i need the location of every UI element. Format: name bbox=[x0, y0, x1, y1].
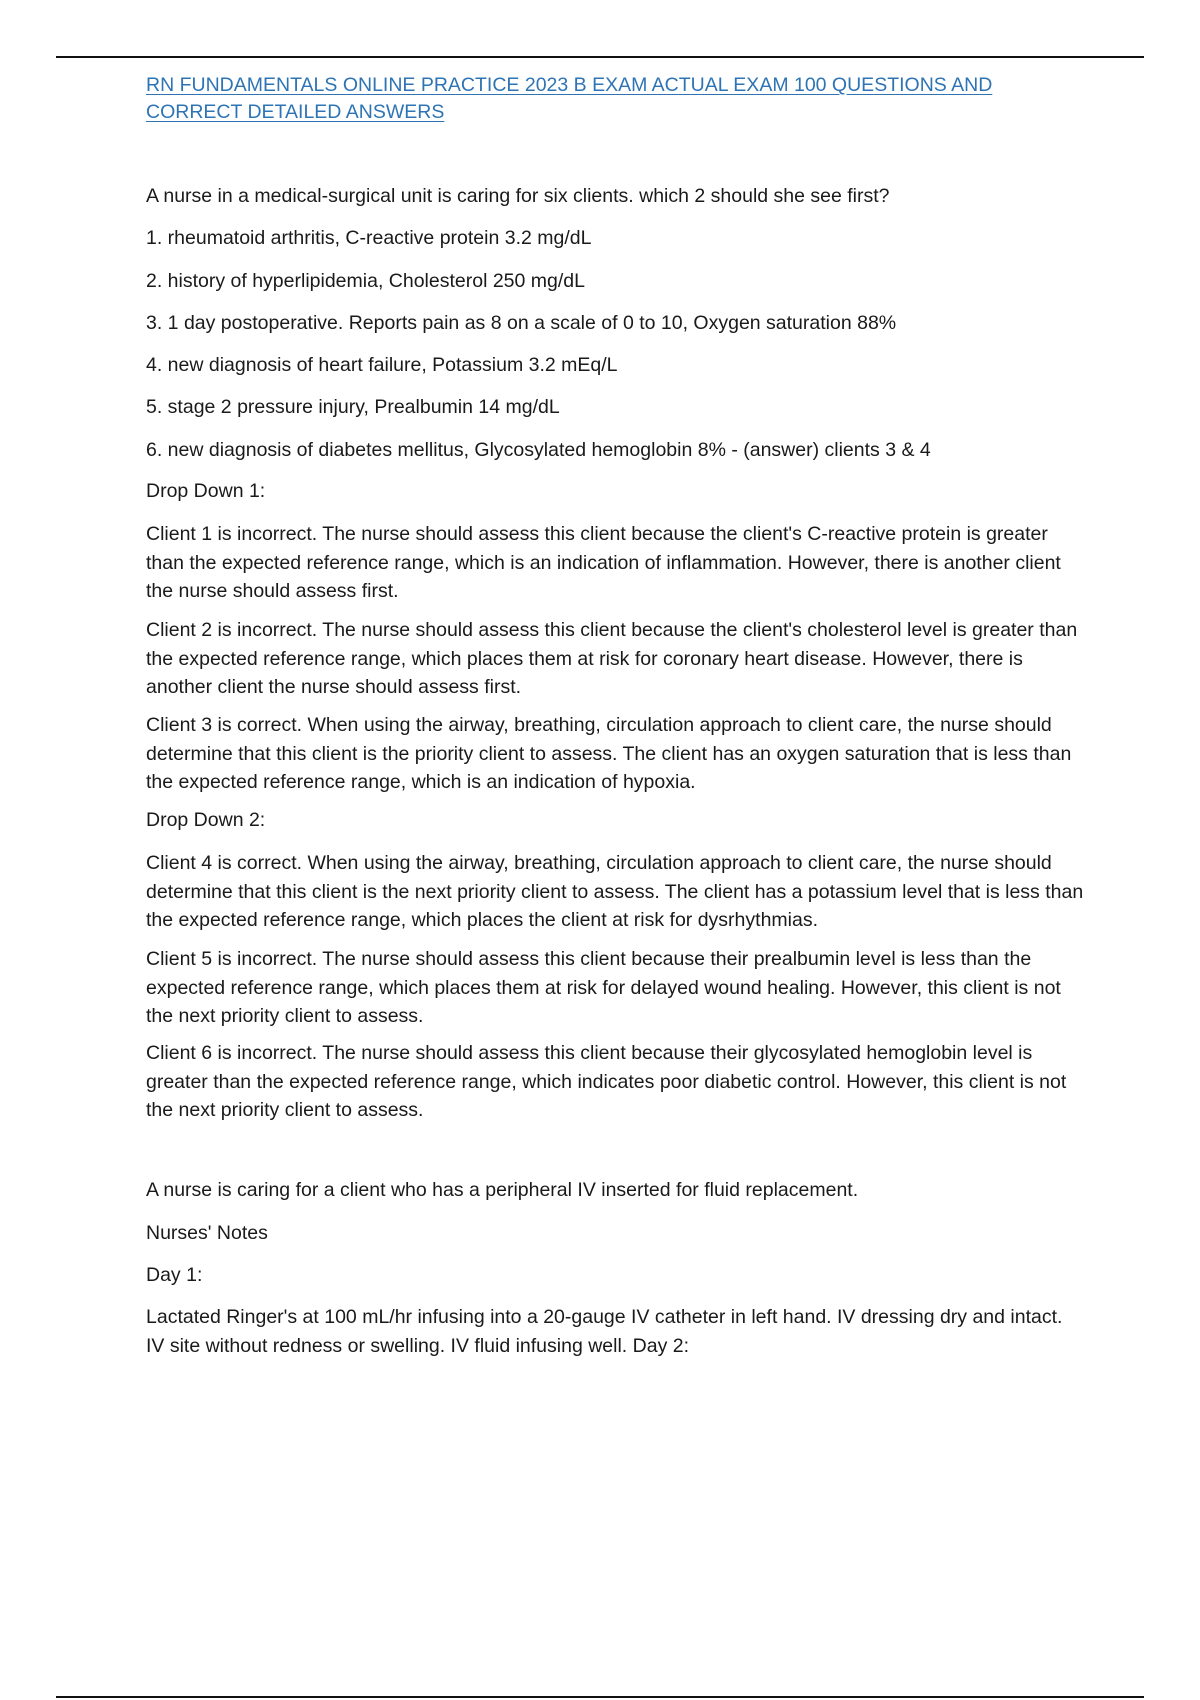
dropdown-2-label: Drop Down 2: bbox=[146, 809, 266, 831]
option-3: 3. 1 day postoperative. Reports pain as 8 on a scale of 0 to 10, Oxygen saturation 88% bbox=[146, 312, 897, 334]
rationale-client-4: Client 4 is correct. When using the airway, breathing, circulation approach to client care, the nurse should determine that this client is the next priority client to assess. The client has a potassium level that is less than the expected reference range, which places the client at risk for dysrhythmias. bbox=[146, 852, 1084, 931]
option-6: 6. new diagnosis of diabetes mellitus, Glycosylated hemoglobin 8% - (answer) clients 3 & 4 bbox=[146, 439, 931, 461]
option-1: 1. rheumatoid arthritis, C-reactive protein 3.2 mg/dL bbox=[146, 227, 592, 249]
rationale-client-1: Client 1 is incorrect. The nurse should assess this client because the client's C-reactive protein is greater than the expected reference range, which is an indication of inflammation. However, there is another client the nurse should assess first. bbox=[146, 523, 1061, 602]
rationale-client-2: Client 2 is incorrect. The nurse should assess this client because the client's cholesterol level is greater than the expected reference range, which places them at risk for coronary heart disease. However, there is another client the nurse should assess first. bbox=[146, 619, 1078, 698]
day-1-notes: Lactated Ringer's at 100 mL/hr infusing into a 20-gauge IV catheter in left hand. IV dressing dry and intact. IV site without redness or swelling. IV fluid infusing well. Day 2: bbox=[146, 1306, 1063, 1357]
rationale-client-6: Client 6 is incorrect. The nurse should assess this client because their glycosylated hemoglobin level is greater than the expected reference range, which indicates poor diabetic control. However, this client is not the next priority client to assess. bbox=[146, 1042, 1067, 1121]
option-2: 2. history of hyperlipidemia, Cholesterol 250 mg/dL bbox=[146, 270, 585, 292]
document-title-link[interactable]: RN FUNDAMENTALS ONLINE PRACTICE 2023 B EXAM ACTUAL EXAM 100 QUESTIONS AND CORRECT DETAILED ANSWERS bbox=[146, 74, 993, 123]
question1-stem: A nurse in a medical-surgical unit is caring for six clients. which 2 should she see first? bbox=[146, 185, 890, 207]
option-5: 5. stage 2 pressure injury, Prealbumin 14 mg/dL bbox=[146, 396, 560, 418]
nurses-notes-heading: Nurses' Notes bbox=[146, 1222, 268, 1244]
top-rule bbox=[56, 56, 1144, 58]
rationale-client-5: Client 5 is incorrect. The nurse should assess this client because their prealbumin level is less than the expected reference range, which places them at risk for delayed wound healing. However, this client is not the next priority client to assess. bbox=[146, 948, 1061, 1027]
question2-stem: A nurse is caring for a client who has a peripheral IV inserted for fluid replacement. bbox=[146, 1179, 859, 1201]
day-1-label: Day 1: bbox=[146, 1264, 203, 1286]
rationale-client-3: Client 3 is correct. When using the airway, breathing, circulation approach to client care, the nurse should determine that this client is the priority client to assess. The client has an oxygen saturation that is less than the expected reference range, which is an indication of hypoxia. bbox=[146, 714, 1072, 793]
dropdown-1-label: Drop Down 1: bbox=[146, 480, 266, 502]
option-4: 4. new diagnosis of heart failure, Potassium 3.2 mEq/L bbox=[146, 354, 618, 376]
bottom-rule bbox=[56, 1696, 1144, 1698]
